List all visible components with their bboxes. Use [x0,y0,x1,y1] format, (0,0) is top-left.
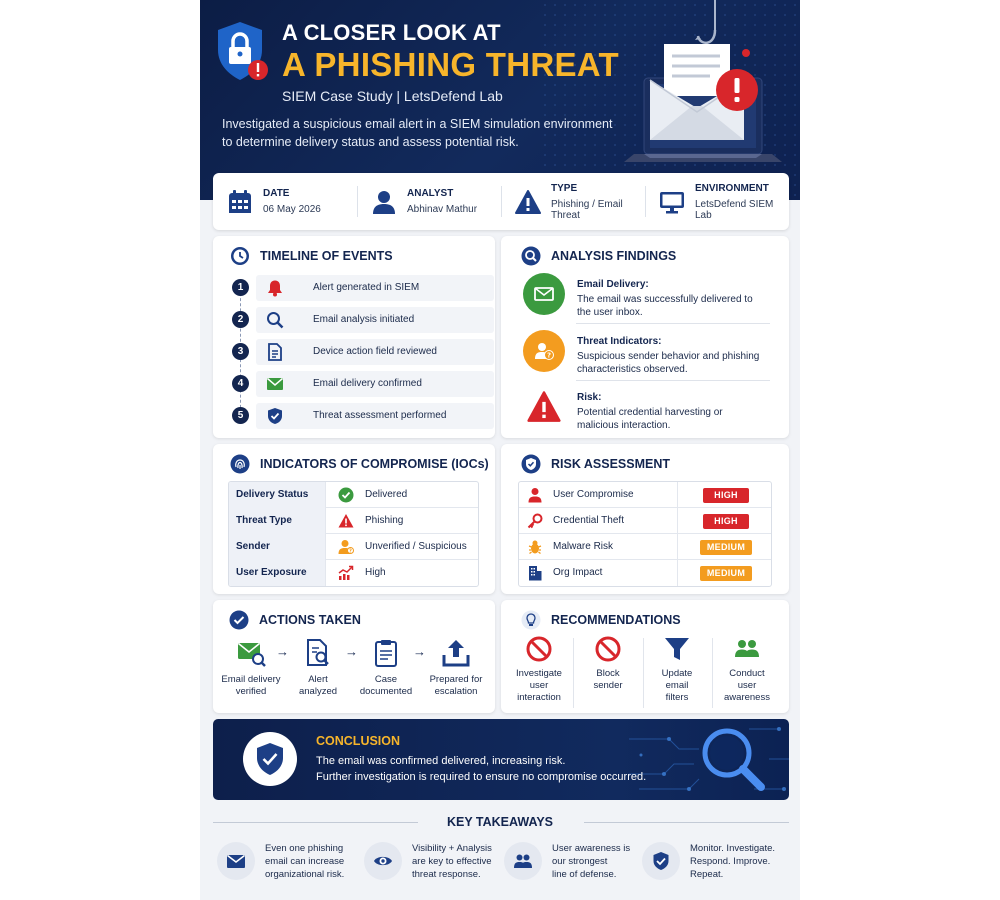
arrow-right-icon: → [413,644,426,659]
timeline-label: Email analysis initiated [313,314,415,325]
risk-assessment-card [501,444,789,594]
timeline-label: Alert generated in SIEM [313,282,420,293]
takeaway-line: are key to effective [412,856,492,867]
action-label-line: Email delivery [221,674,281,685]
conclusion-title: CONCLUSION [316,734,401,748]
action-item [351,638,421,698]
risk-table [518,481,772,587]
timeline-step-number: 1 [232,279,249,296]
takeaway-line: our strongest [552,856,608,867]
magnifier-icon [521,246,541,266]
check-circle-icon [229,610,249,630]
warning-icon [527,390,561,424]
timeline-step-number: 3 [232,343,249,360]
action-label-line: documented [359,686,413,697]
timeline-item [232,403,494,429]
lightbulb-icon [521,610,541,630]
iocs-title: INDICATORS OF COMPROMISE (IOCs) [260,457,489,471]
takeaway-line: User awareness is [552,843,631,854]
rec-label-line: Conduct [729,668,765,679]
recommendations-title: RECOMMENDATIONS [551,613,681,627]
trend-up-icon [338,565,354,581]
timeline-label: Threat assessment performed [313,410,447,421]
action-label-line: analyzed [298,686,338,697]
meta-value: 06 May 2026 [263,204,321,215]
takeaway-line: threat response. [412,869,481,880]
rec-label-line: email [665,680,689,691]
document-search-icon [303,638,333,668]
shield-check-icon [521,454,541,474]
ioc-value: High [365,567,386,578]
ioc-key: Delivery Status [229,482,326,508]
monitor-icon [659,189,685,215]
action-label-line: escalation [434,686,478,697]
finding-description: Potential credential harvesting or malicious interaction. [577,407,723,431]
meta-value: Abhinav Mathur [407,204,478,215]
risk-title: RISK ASSESSMENT [551,457,671,471]
circuit-magnifier-illustration [629,719,789,800]
recommendation-item [509,636,569,704]
arrow-right-icon: → [276,644,289,659]
recommendation-item [647,636,707,704]
users-icon [734,636,760,662]
key-takeaways-header [200,814,800,830]
takeaway-line: Even one phishing [265,843,344,854]
risk-name: Credential Theft [553,515,624,526]
rec-label-line: awareness [724,692,770,703]
fingerprint-icon [230,454,250,474]
recommendation-item [578,636,638,692]
infographic-page [200,0,800,900]
timeline-card [213,236,495,438]
table-row [229,534,478,560]
ioc-value: Unverified / Suspicious [365,541,467,552]
meta-value: Phishing / Email Threat [551,198,623,221]
user-icon [371,189,397,215]
recommendation-item [717,636,777,704]
risk-name: Malware Risk [553,541,614,552]
analysis-findings-card [501,236,789,438]
takeaway-line: email can increase [265,856,345,867]
finding-email-delivery [523,273,769,328]
warning-icon [515,189,541,215]
ioc-key: User Exposure [229,560,326,586]
meta-label: ANALYST [407,188,454,199]
risk-level-badge: MEDIUM [700,540,752,555]
takeaway-line: Visibility + Analysis [412,843,492,854]
block-icon [595,636,621,662]
conclusion-line: The email was confirmed delivered, increasing risk. [316,755,566,767]
case-meta-bar [213,173,789,230]
shield-check-icon [266,407,284,425]
shield-lock-icon [214,20,270,82]
envelope-icon [266,375,284,393]
meta-label: DATE [263,188,290,199]
timeline-step-number: 2 [232,311,249,328]
risk-level-badge: HIGH [703,514,749,529]
takeaway-line: Respond. Improve. [690,856,771,867]
meta-label: ENVIRONMENT [695,182,769,194]
timeline-item [232,307,494,333]
envelope-icon [534,284,554,304]
rec-label-line: Investigate [516,668,562,679]
upload-icon [441,638,471,668]
action-item [421,638,491,698]
users-icon [513,851,533,871]
funnel-icon [664,636,690,662]
bell-icon [266,279,284,297]
finding-threat-indicators [523,330,769,385]
findings-title: ANALYSIS FINDINGS [551,249,677,263]
finding-title: Threat Indicators: [577,336,662,347]
action-item [283,638,353,698]
meta-type [501,173,645,230]
ioc-key: Threat Type [229,508,326,534]
ioc-key: Sender [229,534,326,560]
ioc-value: Phishing [365,515,404,526]
conclusion-banner [213,719,789,800]
table-row [519,560,771,586]
hero-title-line2: A PHISHING THREAT [282,46,619,83]
rec-label-line: user [737,680,757,691]
conclusion-line: Further investigation is required to ensure no compromise occurred. [316,771,647,783]
finding-title: Email Delivery: [577,279,649,290]
iocs-table [228,481,479,587]
takeaway-line: line of defense. [552,869,617,880]
iocs-card [213,444,495,594]
meta-environment [645,173,789,230]
timeline-label: Email delivery confirmed [313,378,422,389]
check-circle-icon [338,487,354,503]
table-row [229,482,478,508]
eye-icon [373,851,393,871]
svg-text:?: ? [349,548,352,555]
action-label-line: Prepared for [429,674,483,685]
action-label-line: Alert [308,674,328,685]
user-icon [527,487,543,503]
finding-risk [523,386,769,441]
email-search-icon [236,638,266,668]
risk-name: Org Impact [553,567,603,578]
ioc-value: Delivered [365,489,408,500]
clipboard-icon [371,638,401,668]
rec-label-line: user [529,680,549,691]
table-row [519,534,771,560]
takeaway-line: organizational risk. [265,869,345,880]
takeaway-line: Repeat. [690,869,724,880]
rec-label-line: interaction [517,692,561,703]
clock-icon [230,246,250,266]
key-icon [527,513,543,529]
document-icon [266,343,284,361]
risk-level-badge: HIGH [703,488,749,503]
timeline-title: TIMELINE OF EVENTS [260,249,393,263]
table-row [229,560,478,586]
risk-level-badge: MEDIUM [700,566,752,581]
hero-title-line1: A CLOSER LOOK AT [282,20,501,45]
finding-description: The email was successfully delivered to the user inbox. [577,294,753,318]
finding-description: Suspicious sender behavior and phishing characteristics observed. [577,351,760,375]
table-row [229,508,478,534]
meta-value: LetsDefend SIEM Lab [695,198,774,221]
calendar-icon [227,189,253,215]
actions-title: ACTIONS TAKEN [259,613,361,627]
table-row [519,482,771,508]
shield-check-icon [255,742,285,776]
meta-date [213,173,357,230]
timeline-item [232,339,494,365]
rec-label-line: Block [596,668,620,679]
block-icon [526,636,552,662]
meta-label: TYPE [551,182,578,194]
warning-icon [338,513,354,529]
building-icon [527,565,543,581]
magnifier-icon [266,311,284,329]
hero-subtitle: SIEM Case Study | LetsDefend Lab [282,88,503,104]
table-row [519,508,771,534]
risk-name: User Compromise [553,489,634,500]
hero-description: Investigated a suspicious email alert in a SIEM simulation environment to determine delivery status and assess potential risk. [222,117,613,149]
unknown-user-icon [338,539,354,555]
recommendations-card [501,600,789,713]
action-label-line: Case [374,674,398,685]
shield-check-icon [651,851,671,871]
hero-banner [200,0,800,200]
finding-title: Risk: [577,392,602,403]
timeline-item [232,371,494,397]
arrow-right-icon: → [345,644,358,659]
laptop-email-hook-illustration [600,0,800,175]
bug-icon [527,539,543,555]
meta-analyst [357,173,501,230]
unknown-user-icon [534,341,554,361]
actions-taken-card [213,600,495,713]
timeline-item [232,275,494,301]
rec-label-line: filters [665,692,689,703]
rec-label-line: Update [661,668,693,679]
envelope-icon [226,851,246,871]
rec-label-line: sender [593,680,623,691]
takeaway-line: Monitor. Investigate. [690,843,776,854]
action-label-line: verified [235,686,267,697]
svg-text:?: ? [546,351,552,360]
timeline-step-number: 4 [232,375,249,392]
timeline-step-number: 5 [232,407,249,424]
key-takeaways-title: KEY TAKEAWAYS [446,815,554,829]
timeline-label: Device action field reviewed [313,346,437,357]
